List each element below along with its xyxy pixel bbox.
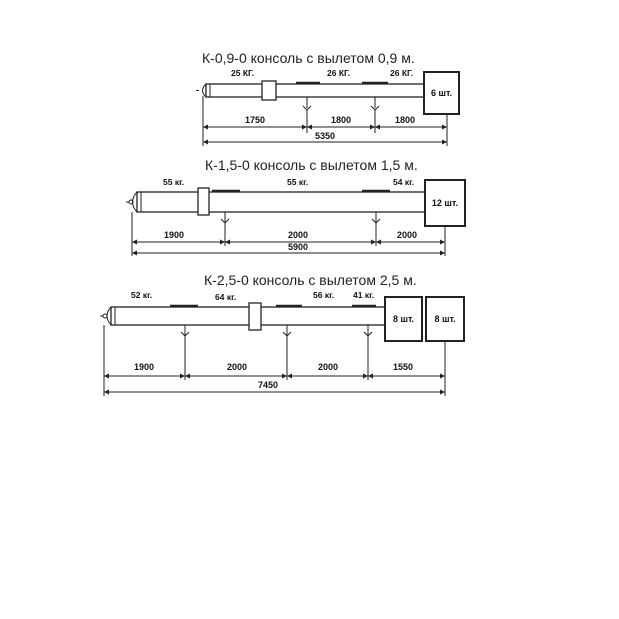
pipe-sleeve [249, 303, 261, 330]
console-title: К-1,5-0 консоль с вылетом 1,5 м. [205, 157, 418, 173]
segment-dimension: 2000 [396, 230, 418, 240]
segment-dimension: 2000 [287, 230, 309, 240]
segment-dimension: 2000 [226, 362, 248, 372]
console-k09 [196, 50, 459, 146]
weight-label: 26 КГ. [327, 68, 351, 78]
segment-dimension: 1550 [392, 362, 414, 372]
box-label: 12 шт. [431, 198, 459, 208]
segment-dimension: 1800 [330, 115, 352, 125]
segment-dimension: 1900 [163, 230, 185, 240]
console-k25 [100, 272, 464, 396]
console-title: К-0,9-0 консоль с вылетом 0,9 м. [202, 50, 415, 66]
pipe [137, 192, 425, 212]
weight-label: 55 кг. [163, 177, 185, 187]
segment-dimension: 1900 [133, 362, 155, 372]
weight-label: 64 кг. [215, 292, 237, 302]
weight-label: 52 кг. [131, 290, 153, 300]
console-title: К-2,5-0 консоль с вылетом 2,5 м. [204, 272, 417, 288]
box-label: 8 шт. [392, 314, 415, 324]
segment-dimension: 1750 [244, 115, 266, 125]
pipe [206, 84, 424, 97]
pipe-sleeve [262, 81, 276, 100]
total-dimension: 7450 [257, 380, 279, 390]
weight-label: 54 кг. [393, 177, 415, 187]
weight-label: 41 кг. [353, 290, 375, 300]
box-label: 8 шт. [434, 314, 456, 324]
total-dimension: 5350 [314, 131, 336, 141]
total-dimension: 5900 [287, 242, 309, 252]
box-label: 6 шт. [430, 88, 453, 98]
weight-label: 55 кг. [287, 177, 309, 187]
segment-dimension: 2000 [317, 362, 339, 372]
pipe-sleeve [198, 188, 209, 215]
weight-label: 56 кг. [313, 290, 335, 300]
segment-dimension: 1800 [394, 115, 416, 125]
console-k15 [126, 157, 465, 256]
weight-label: 25 КГ. [231, 68, 255, 78]
weight-label: 26 КГ. [390, 68, 414, 78]
